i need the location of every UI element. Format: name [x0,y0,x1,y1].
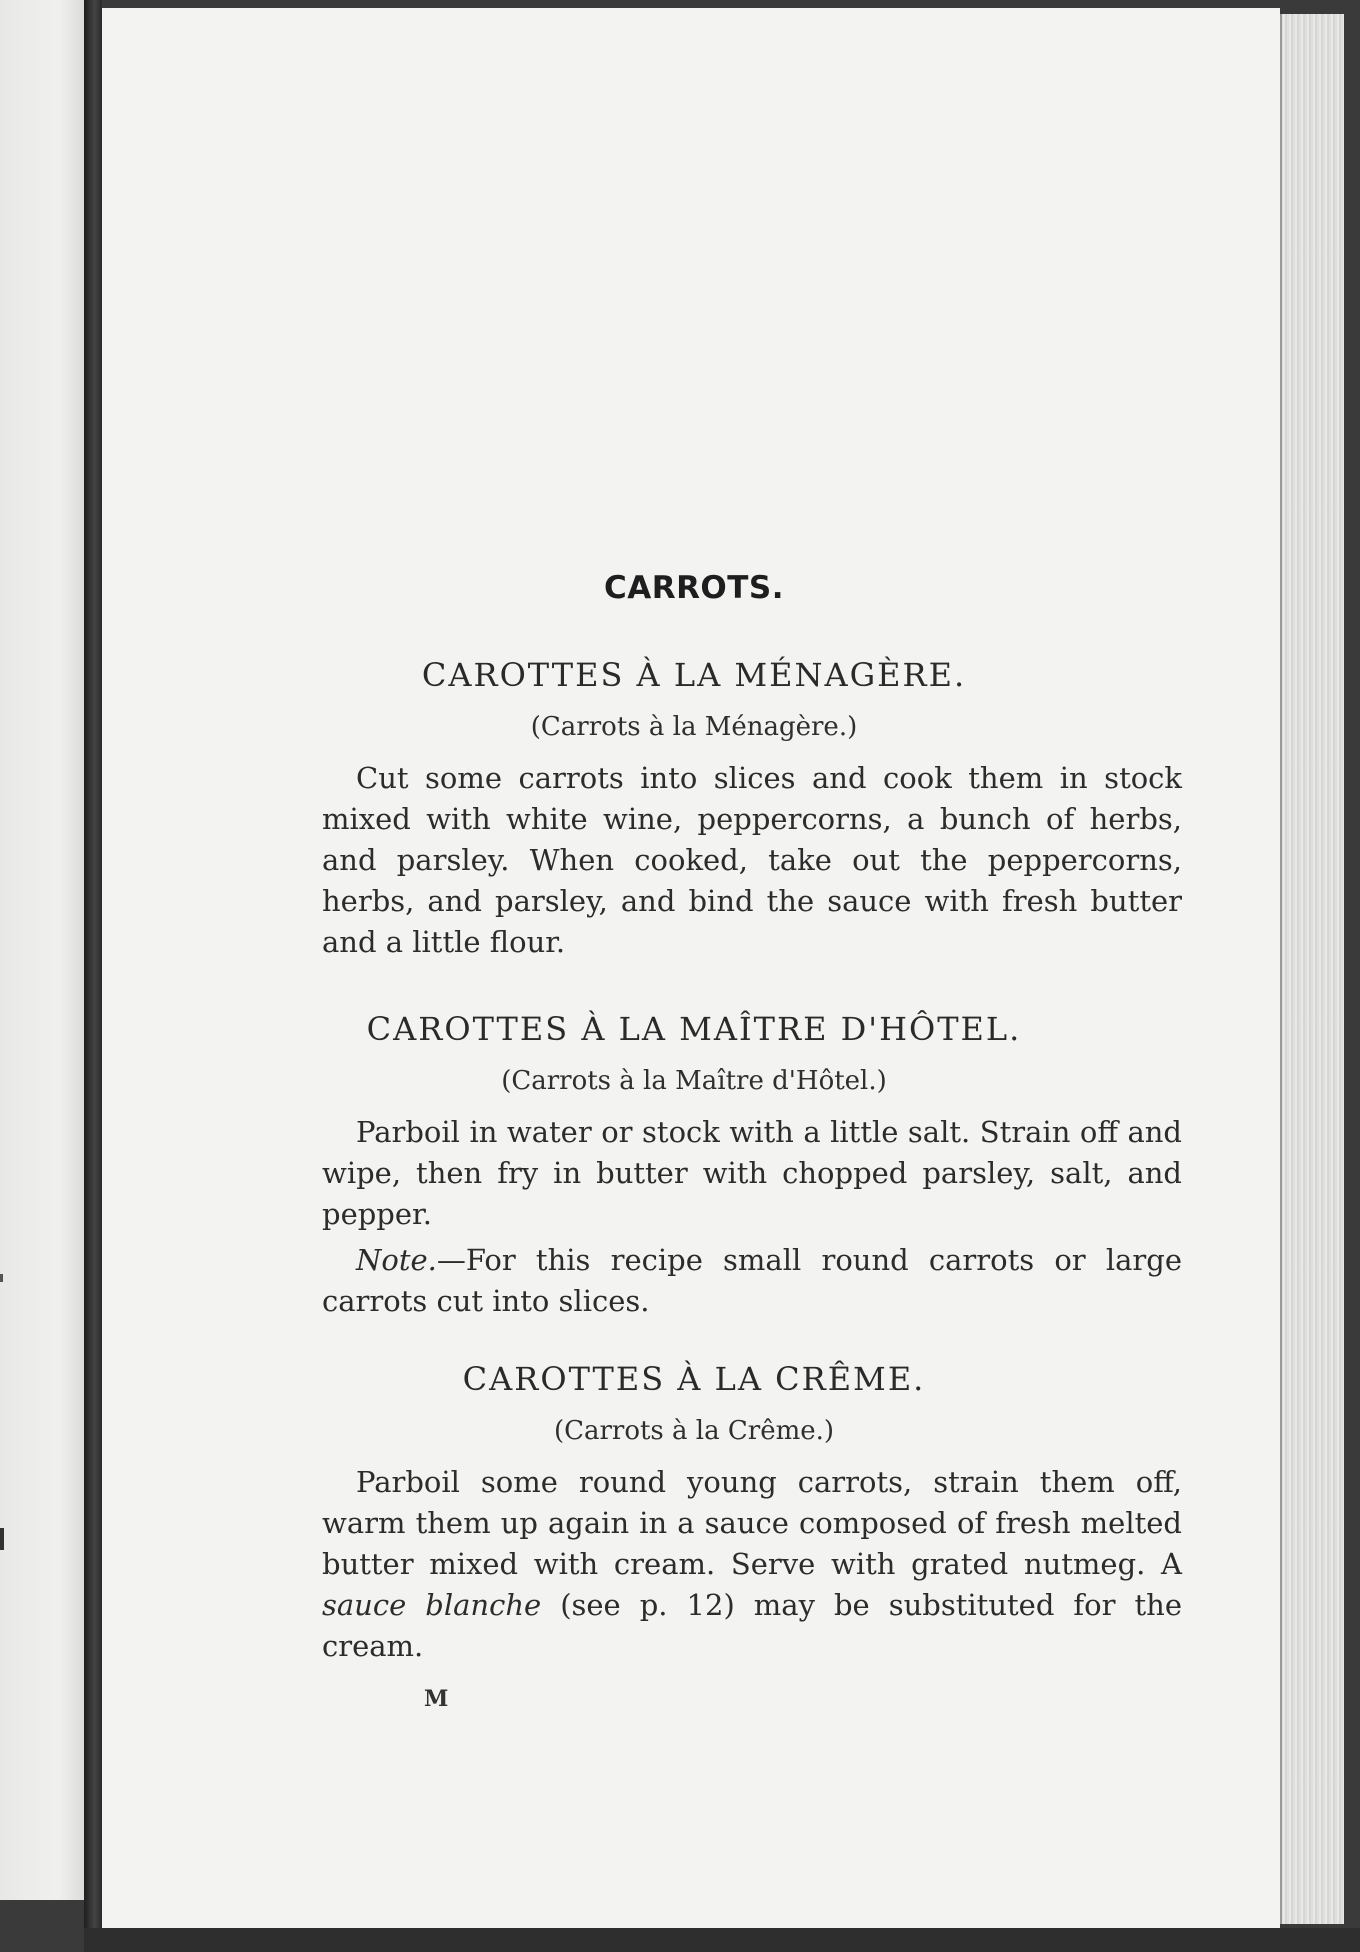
previous-page-mark [0,1274,3,1282]
bottom-shadow [84,1928,1360,1952]
recipe-note-maitre-d-hotel [322,1240,1182,1322]
printer-signature-mark: M [424,1686,449,1712]
recipe-body-menagere: Cut some carrots into slices and cook them in stock mixed with white wine, peppercorns, a bunch of herbs, and parsley. When cooked, take out the peppercorns, herbs, and parsley, and bind the sauce with fresh butter and a little flour. [322,761,1182,959]
section-title: CARROTS. [603,570,785,606]
recipe-title-menagere: CAROTTES À LA MÉNAGÈRE. [421,656,967,694]
note-label: Note. [356,1243,437,1277]
previous-page-mark [0,1528,4,1550]
recipe-body-creme-end: (see p. 12) may be substituted for the cream. [322,1588,1183,1663]
recipe-subtitle-menagere: (Carrots à la Ménagère.) [530,712,858,742]
previous-page-edge [0,0,84,1900]
recipe-body-creme-italic: sauce blanche [322,1588,542,1622]
book-page [102,8,1280,1928]
recipe-body-creme [322,1462,1182,1667]
recipe-body-maitre-d-hotel: Parboil in water or stock with a little salt. Strain off and wipe, then fry in butter with chopped parsley, salt, and pepper. [322,1115,1182,1231]
note-text: —For this recipe small round carrots or large carrots cut into slices. [322,1243,1182,1318]
recipe-title-creme: CAROTTES À LA CRÊME. [462,1360,926,1398]
recipe-subtitle-creme: (Carrots à la Crême.) [553,1416,835,1446]
book-gutter [84,0,102,1952]
recipe-title-maitre-d-hotel: CAROTTES À LA MAÎTRE D'HÔTEL. [366,1010,1022,1048]
page-block-edges [1280,14,1344,1924]
recipe-body-creme-start: Parboil some round young carrots, strain them off, warm them up again in a sauce composed of fresh melted butter mixed with cream. Serve with grated nutmeg. A [322,1465,1182,1581]
recipe-subtitle-maitre-d-hotel: (Carrots à la Maître d'Hôtel.) [501,1066,887,1096]
